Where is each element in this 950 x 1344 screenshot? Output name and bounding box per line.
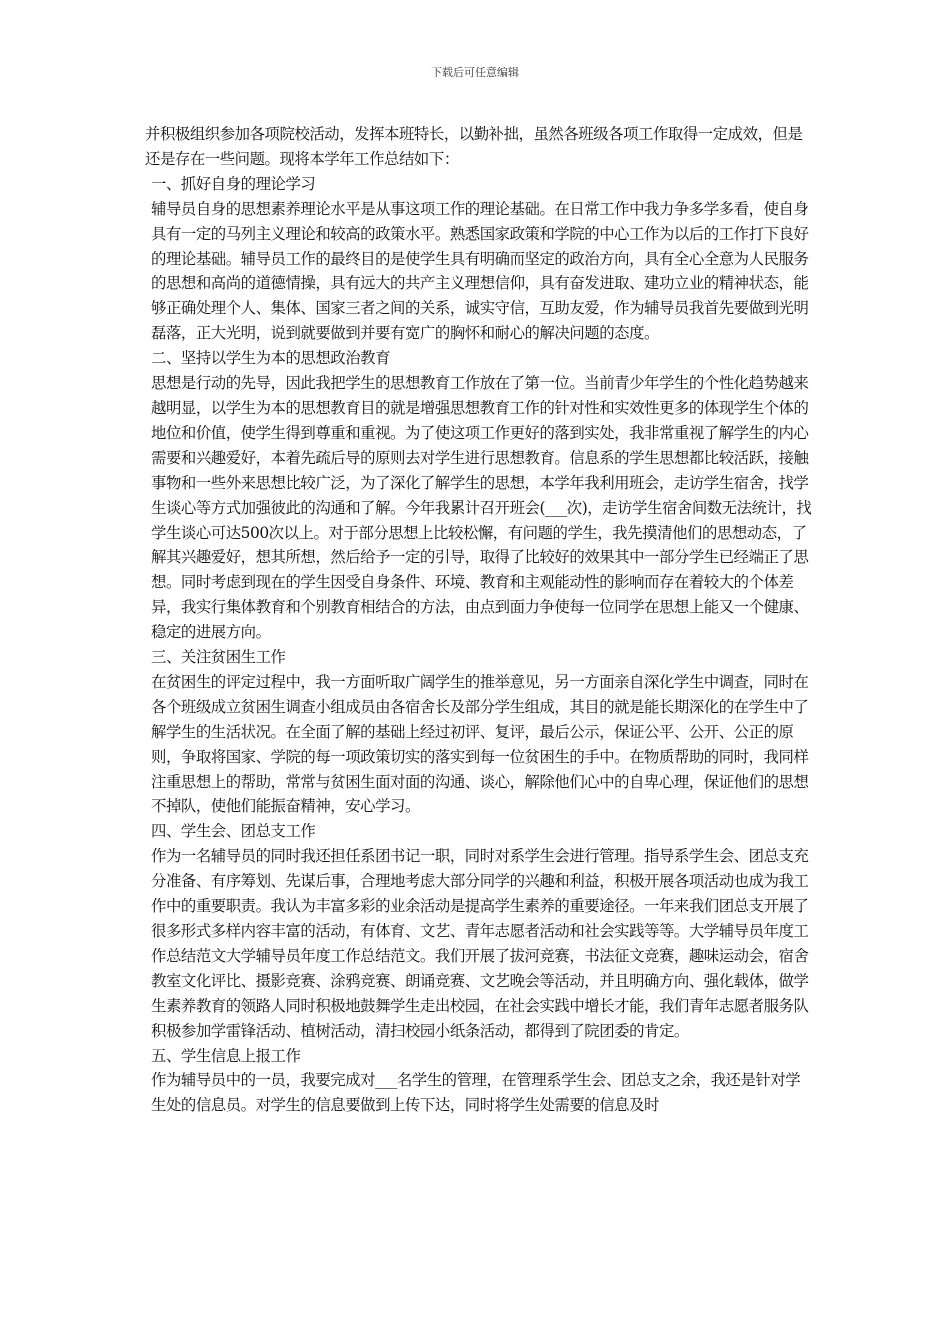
section-heading-3: 三、关注贫困生工作: [151, 648, 286, 667]
page-header: 下载后可任意编辑: [431, 66, 519, 79]
section-body-2: 思想是行动的先导，因此我把学生的思想教育工作放在了第一位。当前青少年学生的个性化趋势越来越明显，以学生为本的思想教育目的就是增强思想教育工作的针对性和实效性更多的体现学生个体的地位和价值，使学生得到尊重和重视。为了使这项工作更好的落到实处，我非常重视了解学生的内心需要和兴趣爱好，本着先疏后导的原则去对学生进行思想教育。信息系的学生思想都比较活跃，接触事物和一些外来思想比较广泛，为了深化了解学生的思想，本学年我利用班会，走访学生宿舍，找学生谈心等方式加强彼此的沟通和了解。今年我累计召开班会(___次)，走访学生宿舍间数无法统计，找学生谈心可达500次以上。对于部分思想上比较松懈，有问题的学生，我先摸清他们的思想动态，了解其兴趣爱好，想其所想，然后给予一定的引导，取得了比较好的效果其中一部分学生已经端正了思想。同时考虑到现在的学生因受自身条件、环境、教育和主观能动性的影响而存在着较大的个体差异，我实行集体教育和个别教育相结合的方法，由点到面力争使每一位同学在思想上能又一个健康、稳定的进展方向。: [151, 374, 812, 642]
section-heading-4: 四、学生会、团总支工作: [151, 822, 316, 841]
section-heading-1: 一、抓好自身的理论学习: [151, 174, 316, 193]
section-body-3: 在贫困生的评定过程中，我一方面听取广阔学生的推举意见，另一方面亲自深化学生中调查，同时在各个班级成立贫困生调查小组成员由各宿舍长及部分学生组成，其目的就是能长期深化的在学生中了解学生的生活状况。在全面了解的基础上经过初评、复评，最后公示，保证公平、公开、公正的原则，争取将国家、学院的每一项政策切实的落实到每一位贫困生的手中。在物质帮助的同时，我同样注重思想上的帮助，常常与贫困生面对面的沟通、谈心，解除他们心中的自卑心理，保证他们的思想不掉队，使他们能振奋精神，安心学习。: [151, 672, 809, 816]
section-body-5: 作为辅导员中的一员，我要完成对___名学生的管理，在管理系学生会、团总支之余，我还是针对学生处的信息员。对学生的信息要做到上传下达，同时将学生处需要的信息及时: [151, 1071, 801, 1115]
section-heading-5: 五、学生信息上报工作: [151, 1046, 301, 1065]
document-body: [145, 122, 815, 1118]
section-body-4: 作为一名辅导员的同时我还担任系团书记一职，同时对系学生会进行管理。指导系学生会、团总支充分准备、有序筹划、先谋后事，合理地考虑大部分同学的兴趣和利益，积极开展各项活动也成为我工作中的重要职责。我认为丰富多彩的业余活动是提高学生素养的重要途径。一年来我们团总支开展了很多形式多样内容丰富的活动，有体育、文艺、青年志愿者活动和社会实践等等。大学辅导员年度工作总结范文大学辅导员年度工作总结范文。我们开展了拔河竞赛，书法征文竞赛，趣味运动会，宿舍教室文化评比、摄影竞赛、涂鸦竞赛、朗诵竞赛、文艺晚会等活动，并且明确方向、强化载体，做学生素养教育的领路人同时积极地鼓舞学生走出校园，在社会实践中增长才能，我们青年志愿者服务队积极参加学雷锋活动、植树活动，清扫校园小纸条活动，都得到了院团委的肯定。: [151, 847, 809, 1040]
section-heading-2: 二、坚持以学生为本的思想政治教育: [151, 349, 391, 368]
section-body-1: 辅导员自身的思想素养理论水平是从事这项工作的理论基础。在日常工作中我力争多学多看，使自身具有一定的马列主义理论和较高的政策水平。熟悉国家政策和学院的中心工作为以后的工作打下良好的理论基础。辅导员工作的最终目的是使学生具有明确而坚定的政治方向，具有全心全意为人民服务的思想和高尚的道德情操，具有远大的共产主义理想信仰，具有奋发进取、建功立业的精神状态，能够正确处理个人、集体、国家三者之间的关系，诚实守信，互助友爱，作为辅导员我首先要做到光明磊落，正大光明，说到就要做到并要有宽广的胸怀和耐心的解决问题的态度。: [151, 199, 809, 343]
intro-paragraph: 并积极组织参加各项院校活动，发挥本班特长，以勤补拙，虽然各班级各项工作取得一定成效，但是还是存在一些问题。现将本学年工作总结如下：: [145, 125, 803, 168]
